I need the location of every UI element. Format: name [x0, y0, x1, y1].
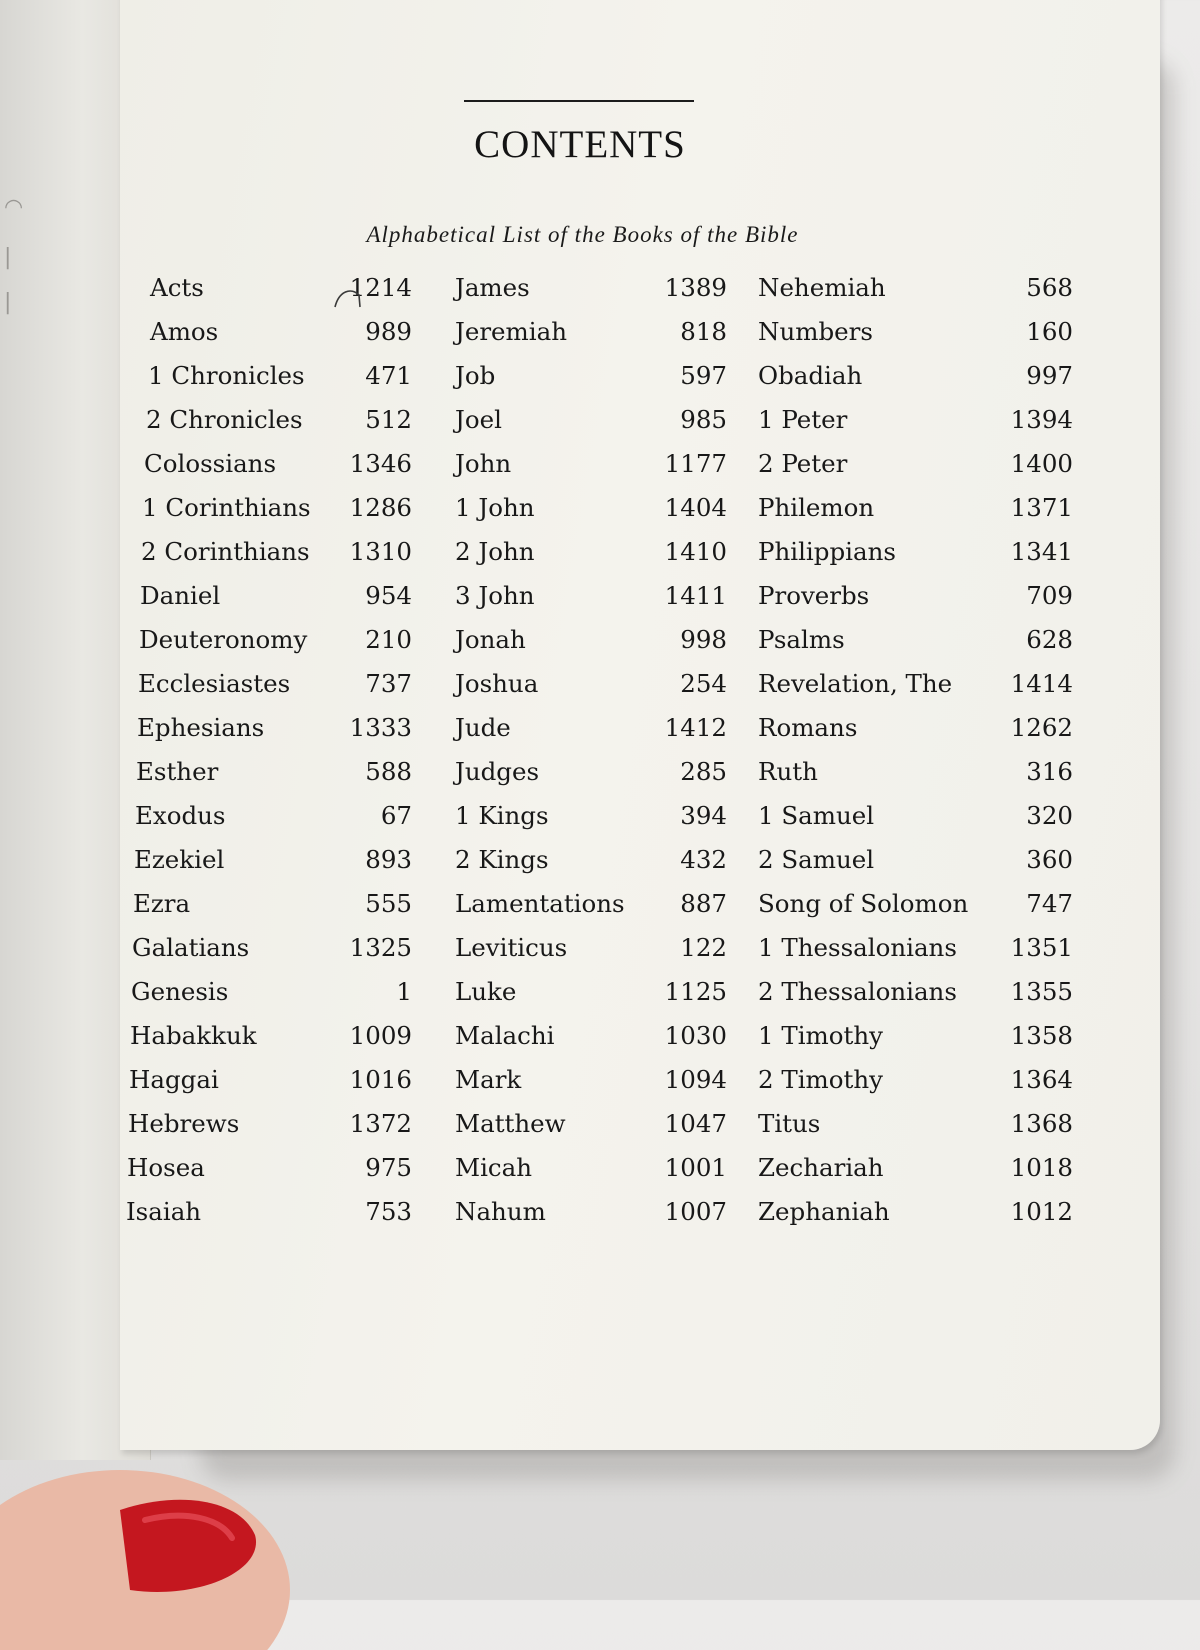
- book-page-number: 1355: [1010, 977, 1073, 1006]
- book-name: Hosea: [127, 1153, 205, 1182]
- book-entry: [131, 977, 412, 1021]
- book-entry: [455, 361, 727, 405]
- book-page-number: 998: [680, 625, 727, 654]
- book-page-number: 512: [365, 405, 412, 434]
- book-page-number: 887: [680, 889, 727, 918]
- book-page-number: 1310: [349, 537, 412, 566]
- book-page-number: 285: [680, 757, 727, 786]
- book-entry: [758, 669, 1073, 713]
- book-entry: [455, 317, 727, 361]
- book-name: Song of Solomon: [758, 889, 969, 918]
- book-name: Zephaniah: [758, 1197, 890, 1226]
- title-rule: [464, 100, 694, 102]
- contents-page: [120, 0, 1160, 1450]
- book-page-number: 1389: [664, 273, 727, 302]
- book-name: Nehemiah: [758, 273, 886, 302]
- book-page-number: 893: [365, 845, 412, 874]
- book-entry: [455, 1065, 727, 1109]
- book-name: Ecclesiastes: [138, 669, 291, 698]
- book-entry: [758, 757, 1073, 801]
- book-entry: [758, 977, 1073, 1021]
- book-page-number: 597: [680, 361, 727, 390]
- book-entry: [758, 1109, 1073, 1153]
- book-page-number: 316: [1026, 757, 1073, 786]
- book-name: 1 Timothy: [758, 1021, 884, 1050]
- book-page-number: 1351: [1010, 933, 1073, 962]
- book-entry: [758, 405, 1073, 449]
- book-name: Ruth: [758, 757, 818, 786]
- book-name: Genesis: [131, 977, 229, 1006]
- book-page-number: 989: [365, 317, 412, 346]
- book-entry: [130, 1021, 412, 1065]
- book-entry: [758, 449, 1073, 493]
- book-entry: [455, 977, 727, 1021]
- book-entry: [150, 317, 412, 361]
- book-entry: [455, 625, 727, 669]
- book-name: 2 John: [455, 537, 535, 566]
- book-name: Revelation, The: [758, 669, 953, 698]
- book-page-number: 1358: [1010, 1021, 1073, 1050]
- book-page-number: 1325: [349, 933, 412, 962]
- book-entry: [455, 493, 727, 537]
- book-page-number: 160: [1026, 317, 1073, 346]
- book-page-number: 320: [1026, 801, 1073, 830]
- book-name: 1 Kings: [455, 801, 549, 830]
- book-entry: [758, 273, 1073, 317]
- book-entry: [135, 801, 412, 845]
- book-name: Ephesians: [137, 713, 265, 742]
- book-name: Micah: [455, 1153, 533, 1182]
- book-name: Esther: [136, 757, 219, 786]
- book-entry: [758, 801, 1073, 845]
- book-entry: [134, 845, 412, 889]
- book-page-number: 1047: [664, 1109, 727, 1138]
- book-page-number: 1400: [1010, 449, 1073, 478]
- book-entry: [455, 801, 727, 845]
- book-name: 2 Peter: [758, 449, 848, 478]
- book-page-number: 1404: [664, 493, 727, 522]
- book-name: Ezra: [133, 889, 191, 918]
- edge-glyph: |: [4, 290, 12, 315]
- book-name: Mark: [455, 1065, 522, 1094]
- book-page-number: 1016: [349, 1065, 412, 1094]
- book-name: 1 Samuel: [758, 801, 875, 830]
- book-name: Joshua: [455, 669, 539, 698]
- book-entry: [128, 1109, 412, 1153]
- book-name: Judges: [455, 757, 540, 786]
- book-name: 2 Thessalonians: [758, 977, 957, 1006]
- book-name: Psalms: [758, 625, 845, 654]
- book-name: 3 John: [455, 581, 535, 610]
- edge-glyph: ◠: [4, 195, 24, 220]
- book-entry: [139, 625, 412, 669]
- book-name: Romans: [758, 713, 858, 742]
- book-page-number: 1410: [664, 537, 727, 566]
- book-entry: [129, 1065, 412, 1109]
- book-page-number: 1007: [664, 1197, 727, 1226]
- book-name: Job: [455, 361, 496, 390]
- book-entry: [150, 273, 412, 317]
- book-entry: [138, 669, 412, 713]
- book-entry: [137, 713, 412, 757]
- book-entry: [455, 449, 727, 493]
- book-entry: [144, 449, 412, 493]
- book-entry: [758, 713, 1073, 757]
- book-name: Isaiah: [126, 1197, 202, 1226]
- book-name: Acts: [150, 273, 204, 302]
- book-name: Philippians: [758, 537, 896, 566]
- book-entry: [455, 537, 727, 581]
- book-entry: [758, 889, 1073, 933]
- book-name: 1 Thessalonians: [758, 933, 957, 962]
- book-entry: [141, 537, 412, 581]
- book-page-number: 1364: [1010, 1065, 1073, 1094]
- book-entry: [455, 405, 727, 449]
- book-entry: [126, 1197, 412, 1241]
- book-name: Hebrews: [128, 1109, 240, 1138]
- books-column-3: [758, 273, 1073, 1241]
- book-entry: [140, 581, 412, 625]
- book-name: Titus: [758, 1109, 821, 1138]
- book-name: Proverbs: [758, 581, 870, 610]
- book-name: Daniel: [140, 581, 221, 610]
- book-page-number: 555: [365, 889, 412, 918]
- book-entry: [132, 933, 412, 977]
- book-entry: [455, 933, 727, 977]
- book-page-number: 1018: [1010, 1153, 1073, 1182]
- book-page-number: 753: [365, 1197, 412, 1226]
- book-page-number: 985: [680, 405, 727, 434]
- book-page-number: 997: [1026, 361, 1073, 390]
- book-name: 1 Chronicles: [148, 361, 305, 390]
- book-entry: [758, 1197, 1073, 1241]
- book-entry: [455, 889, 727, 933]
- book-name: Obadiah: [758, 361, 863, 390]
- page-subtitle: Alphabetical List of the Books of the Bible: [366, 222, 799, 247]
- book-page-number: 1412: [664, 713, 727, 742]
- book-name: 1 Corinthians: [142, 493, 311, 522]
- book-name: 2 Chronicles: [146, 405, 303, 434]
- book-page-number: 628: [1026, 625, 1073, 654]
- book-name: Nahum: [455, 1197, 546, 1226]
- book-entry: [455, 757, 727, 801]
- book-page-number: 1030: [664, 1021, 727, 1050]
- book-entry: [758, 537, 1073, 581]
- book-name: 1 Peter: [758, 405, 848, 434]
- book-name: 1 John: [455, 493, 535, 522]
- book-page-number: 1012: [1010, 1197, 1073, 1226]
- book-entry: [455, 1197, 727, 1241]
- book-entry: [136, 757, 412, 801]
- book-page-number: 360: [1026, 845, 1073, 874]
- book-entry: [146, 405, 412, 449]
- book-page-number: 1411: [664, 581, 727, 610]
- pen-mark-icon: [333, 285, 363, 311]
- book-entry: [455, 1109, 727, 1153]
- book-name: James: [455, 273, 530, 302]
- book-page-number: 1009: [349, 1021, 412, 1050]
- book-page-number: 122: [680, 933, 727, 962]
- book-page-number: 1286: [349, 493, 412, 522]
- book-entry: [758, 933, 1073, 977]
- book-entry: [455, 669, 727, 713]
- book-page-number: 1372: [349, 1109, 412, 1138]
- book-page-number: 394: [680, 801, 727, 830]
- book-page-number: 747: [1026, 889, 1073, 918]
- book-entry: [758, 361, 1073, 405]
- book-name: Leviticus: [455, 933, 568, 962]
- book-name: Ezekiel: [134, 845, 225, 874]
- book-page-number: 432: [680, 845, 727, 874]
- book-entry: [758, 845, 1073, 889]
- book-page-number: 975: [365, 1153, 412, 1182]
- book-entry: [758, 1153, 1073, 1197]
- page-title: CONTENTS: [474, 123, 686, 166]
- book-page-number: 1001: [664, 1153, 727, 1182]
- book-page-number: 1341: [1010, 537, 1073, 566]
- book-name: Lamentations: [455, 889, 625, 918]
- book-page-number: 1346: [349, 449, 412, 478]
- book-page-number: 1: [396, 977, 412, 1006]
- book-name: Amos: [150, 317, 219, 346]
- book-name: 2 Samuel: [758, 845, 875, 874]
- book-entry: [455, 713, 727, 757]
- thumb-icon: [0, 1440, 290, 1650]
- book-page-number: 1177: [664, 449, 727, 478]
- book-page-number: 1125: [664, 977, 727, 1006]
- book-entry: [758, 493, 1073, 537]
- book-page-number: 1262: [1010, 713, 1073, 742]
- book-entry: [758, 1065, 1073, 1109]
- book-name: Haggai: [129, 1065, 219, 1094]
- book-page-number: 1094: [664, 1065, 727, 1094]
- book-name: Luke: [455, 977, 517, 1006]
- book-page-number: 471: [365, 361, 412, 390]
- book-name: Deuteronomy: [139, 625, 308, 654]
- book-name: 2 Timothy: [758, 1065, 884, 1094]
- book-name: John: [455, 449, 512, 478]
- book-name: Malachi: [455, 1021, 555, 1050]
- book-page-number: 1214: [349, 273, 412, 302]
- book-name: Jonah: [455, 625, 526, 654]
- book-name: 2 Corinthians: [141, 537, 310, 566]
- book-page-number: 818: [680, 317, 727, 346]
- book-page-number: 737: [365, 669, 412, 698]
- book-name: Joel: [455, 405, 502, 434]
- book-name: Habakkuk: [130, 1021, 257, 1050]
- book-entry: [758, 317, 1073, 361]
- book-entry: [758, 581, 1073, 625]
- book-page-number: 709: [1026, 581, 1073, 610]
- book-name: Numbers: [758, 317, 873, 346]
- book-page-number: 1333: [349, 713, 412, 742]
- book-name: Zechariah: [758, 1153, 884, 1182]
- book-name: Jude: [455, 713, 511, 742]
- book-name: Jeremiah: [455, 317, 567, 346]
- book-page-number: 1371: [1010, 493, 1073, 522]
- book-name: Galatians: [132, 933, 250, 962]
- book-page-number: 588: [365, 757, 412, 786]
- book-entry: [758, 1021, 1073, 1065]
- book-page-number: 568: [1026, 273, 1073, 302]
- book-page-number: 1414: [1010, 669, 1073, 698]
- book-name: Matthew: [455, 1109, 566, 1138]
- book-page-number: 254: [680, 669, 727, 698]
- book-page-number: 67: [380, 801, 412, 830]
- books-column-2: [455, 273, 727, 1241]
- book-entry: [148, 361, 412, 405]
- book-entry: [455, 1153, 727, 1197]
- book-page-number: 210: [365, 625, 412, 654]
- books-column-1: [126, 273, 412, 1241]
- book-entry: [758, 625, 1073, 669]
- book-entry: [455, 1021, 727, 1065]
- edge-glyph: |: [4, 245, 12, 270]
- book-name: Philemon: [758, 493, 875, 522]
- book-page-number: 1368: [1010, 1109, 1073, 1138]
- book-entry: [455, 845, 727, 889]
- book-entry: [127, 1153, 412, 1197]
- book-entry: [142, 493, 412, 537]
- book-name: Colossians: [144, 449, 277, 478]
- book-name: Exodus: [135, 801, 226, 830]
- book-page-number: 954: [365, 581, 412, 610]
- book-entry: [455, 273, 727, 317]
- book-page-number: 1394: [1010, 405, 1073, 434]
- book-name: 2 Kings: [455, 845, 549, 874]
- book-entry: [133, 889, 412, 933]
- book-entry: [455, 581, 727, 625]
